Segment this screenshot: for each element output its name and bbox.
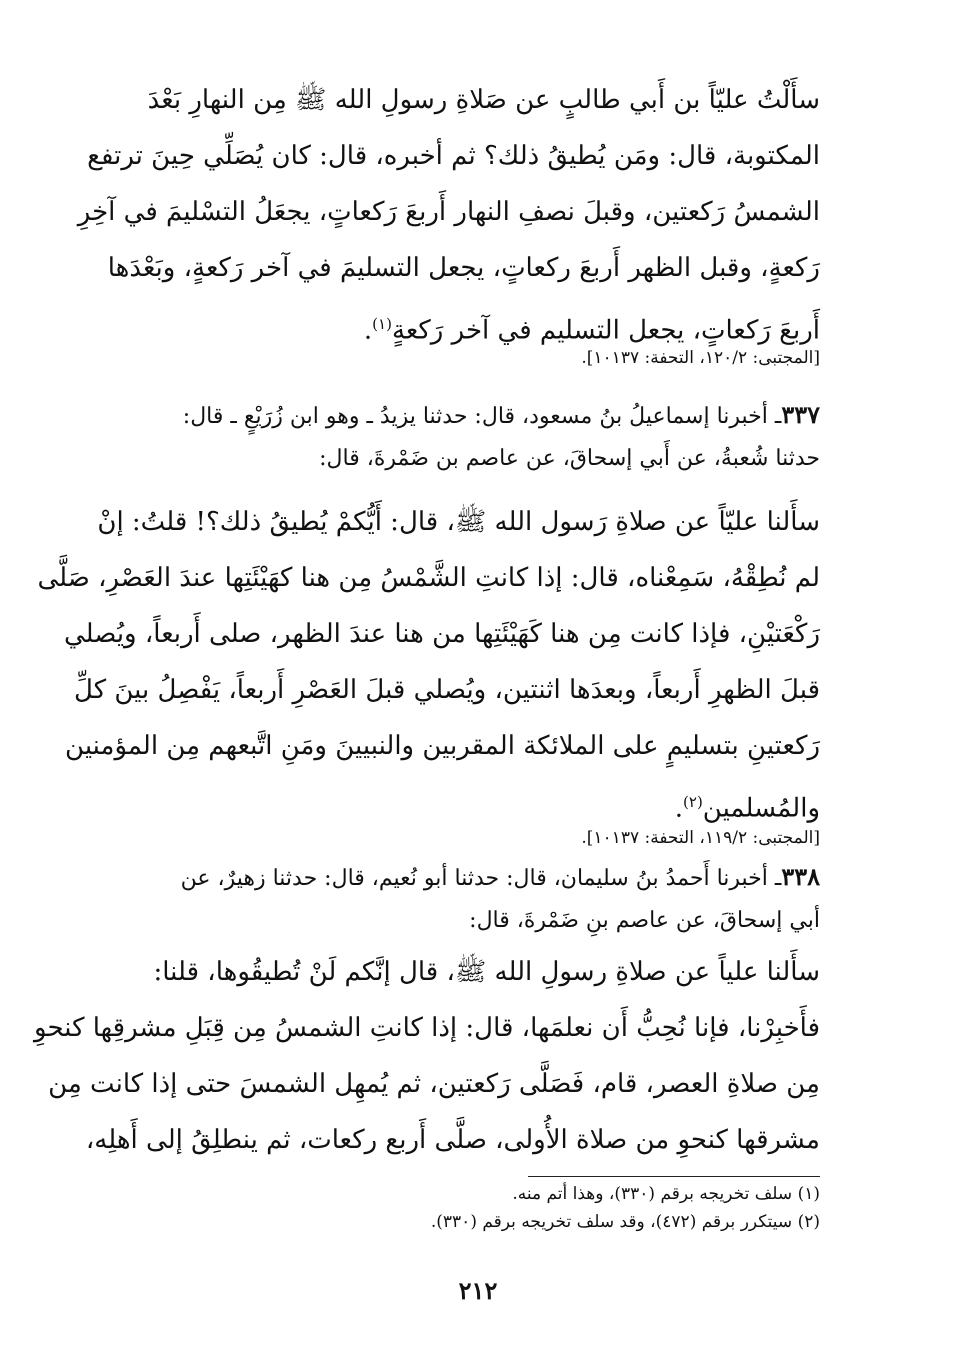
text-line: لم نُطِقْهُ، سَمِعْناه، قال: إذا كانتِ الشَّمْسُ مِن هنا كهَيْئَتِها عندَ العَصْرِ، صَلَّى: [37, 563, 820, 593]
isnad-line: حدثنا شُعبةُ، عن أَبي إسحاقَ، عن عاصم بن ضَمْرةَ، قال:: [319, 446, 820, 471]
text-line: رَكعتينِ بتسليمٍ على الملائكة المقربين والنبيينَ ومَنِ اتَّبعهم مِن المؤمنين: [65, 731, 820, 761]
sentence-end: .: [674, 793, 684, 824]
text-line: مِن صلاةِ العصر، قام، فَصَلَّى رَكعتين، ثم يُمهِل الشمسَ حتى إذا كانت مِن: [48, 1069, 820, 1099]
footnote-item: (٢) سيتكرر برقم (٤٧٢)، وقد سلف تخريجه برقم (٣٣٠).: [430, 1212, 820, 1232]
isnad-text: ـ أخبرنا إسماعيلُ بنُ مسعود، قال: حدثنا يزيدُ ـ وهو ابن زُرَيْعٍ ـ قال:: [182, 404, 782, 429]
text-line: قبلَ الظهرِ أَربعاً، وبعدَها اثنتين، ويُصلي قبلَ العَصْرِ أَربعاً، يَفْصِلُ بينَ كلِّ: [74, 675, 820, 705]
sentence-end: .: [363, 315, 373, 346]
footnote-separator: [528, 1176, 820, 1177]
isnad-line: [132, 856, 820, 900]
isnad-line: أبي إسحاقَ، عن عاصم بنِ ضَمْرةَ، قال:: [469, 908, 820, 933]
text-line: رَكْعَتيْنِ، فإذا كانت مِن هنا كَهَيْئَتِها من هنا عندَ الظهر، صلى أَربعاً، ويُصلي: [64, 619, 820, 649]
hadith-337-isnad: [132, 394, 820, 480]
isnad-line: [132, 394, 820, 438]
text-line: فأَخبِرْنا، فإنا نُحِبُّ أَن نعلمَها، قال: إذا كانتِ الشمسُ مِن قِبَلِ مشرقِها كنحوِ: [34, 1013, 820, 1043]
isnad-text: ـ أخبرنا أَحمدُ بنُ سليمان، قال: حدثنا أبو نُعيم، قال: حدثنا زهيرٌ، عن: [180, 866, 782, 891]
text-line: سأَلنا علياً عن صلاةِ رسولِ الله ﷺ، قال إنَّكم لَنْ تُطيقُوها، قلنا:: [153, 957, 820, 987]
text-fragment: أَربعَ رَكعاتٍ، يجعل التسليم في آخر رَكعةٍ: [391, 315, 820, 346]
page-number: ٢١٢: [458, 1276, 498, 1305]
hadith-number: ٣٣٨: [781, 862, 820, 891]
text-line: رَكعةٍ، وقبل الظهر أَربعَ ركعاتٍ، يجعل التسليمَ في آخر رَكعةٍ، وبَعْدَها: [107, 253, 820, 283]
text-line: سأَلنا عليّاً عن صلاةِ رَسول الله ﷺ، قال: أَيُّكمْ يُطيقُ ذلك؟! قلتُ: إنْ: [97, 507, 820, 537]
hadith-337-text: [37, 494, 820, 837]
text-line: الشمسُ رَكعتين، وقبلَ نصفِ النهار أَربعَ رَكعاتٍ، يجعَلُ التسْليمَ في آخِرِ: [77, 197, 820, 227]
text-line: مشرقها كنحوِ من صلاة الأُولى، صلَّى أَربع ركعات، ثم ينطلِقُ إلى أَهلِه،: [85, 1125, 820, 1155]
hadith-336-text: [77, 72, 820, 359]
hadith-number: ٣٣٧: [781, 400, 820, 429]
reference-line: [المجتبى: ١١٩/٢، التحفة: ١٠١٣٧].: [581, 828, 820, 848]
text-fragment: والمُسلمين: [702, 793, 820, 824]
footnotes: [132, 1180, 820, 1236]
footnote-marker: (١): [372, 315, 392, 333]
hadith-338-text: [34, 944, 820, 1168]
footnote-item: (١) سلف تخريجه برقم (٣٣٠)، وهذا أتم منه.: [512, 1184, 820, 1204]
text-line: سأَلْتُ عليّاً بن أَبي طالبٍ عن صَلاةِ رسولِ الله ﷺ مِن النهارِ بَعْدَ: [147, 85, 820, 115]
reference-line: [المجتبى: ١٢٠/٢، التحفة: ١٠١٣٧].: [581, 348, 820, 368]
hadith-338-isnad: [132, 856, 820, 942]
text-line: المكتوبة، قال: ومَن يُطيقُ ذلك؟ ثم أخبره، قال: كان يُصَلِّي حِينَ ترتفع: [87, 141, 820, 171]
footnote-marker: (٢): [683, 793, 703, 811]
